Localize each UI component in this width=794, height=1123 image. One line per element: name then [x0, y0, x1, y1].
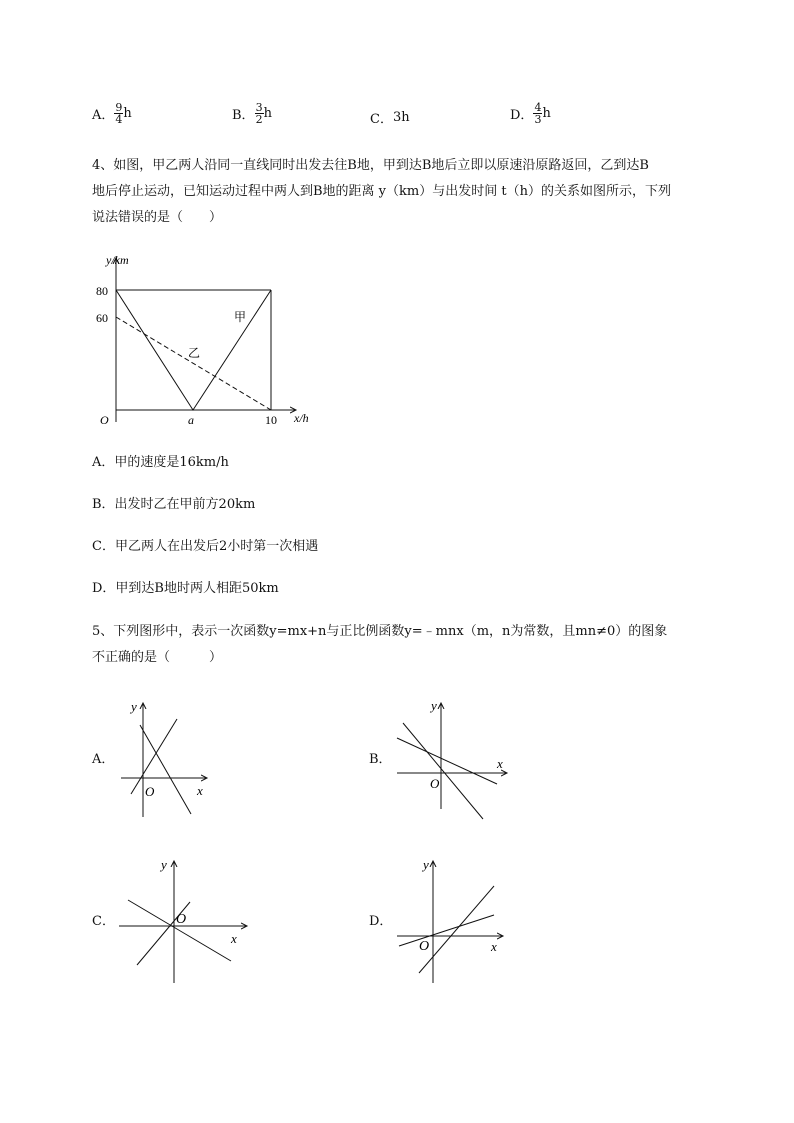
- jia-label: 甲: [234, 310, 247, 324]
- q3-option-b[interactable]: [232, 102, 272, 125]
- q4-distance-time-graph: [90, 250, 330, 435]
- line-1: [128, 900, 231, 961]
- option-text: 3h: [392, 110, 410, 125]
- q5-graph-d: [393, 855, 508, 985]
- option-label: B．: [232, 108, 255, 123]
- x-label: x: [197, 783, 203, 798]
- unit: h: [263, 106, 272, 121]
- q5-graph-c-label[interactable]: C．: [92, 914, 115, 929]
- y-label: y: [423, 857, 429, 872]
- q5-graph-a-label[interactable]: A．: [92, 752, 115, 767]
- y-label: y: [131, 699, 137, 714]
- unit: h: [542, 106, 551, 121]
- x-label: x: [231, 931, 237, 946]
- y-axis-label: y/km: [106, 253, 129, 267]
- line-1: [131, 719, 177, 794]
- q3-option-d[interactable]: [510, 102, 551, 125]
- q4-option-d[interactable]: D．甲到达B地时两人相距50km: [92, 581, 279, 596]
- yi-label: 乙: [188, 346, 201, 360]
- option-label: D．: [510, 108, 534, 123]
- origin-label: O: [100, 413, 109, 427]
- q5-graph-b-label[interactable]: B．: [369, 752, 392, 767]
- q5-graph-b: [393, 697, 523, 822]
- unit: h: [123, 106, 132, 121]
- y-tick-80: 80: [96, 284, 108, 298]
- option-label: C．: [370, 112, 393, 127]
- origin-label: O: [176, 912, 187, 927]
- q5-stem-line2: 不正确的是（ ）: [92, 650, 223, 665]
- x-axis-label: x/h: [294, 411, 309, 425]
- x-tick-a: a: [188, 413, 194, 427]
- yi-line: [116, 317, 271, 410]
- q4-option-b[interactable]: B．出发时乙在甲前方20km: [92, 497, 256, 512]
- fraction: $\frac{3}{2}$: [255, 101, 263, 126]
- fraction: $\frac{9}{4}$: [115, 101, 123, 126]
- y-tick-60: 60: [96, 311, 108, 325]
- q5-graph-c: [115, 855, 250, 985]
- q4-stem-line1: 4、如图，甲乙两人沿同一直线同时出发去往B地，甲到达B地后立即以原速沿原路返回，乙到达B: [92, 158, 649, 173]
- q4-stem-line2: 地后停止运动，已知运动过程中两人到B地的距离 y（km）与出发时间 t（h）的关系如图所示，下列: [92, 184, 671, 199]
- x-tick-10: 10: [265, 413, 277, 427]
- fraction: $\frac{4}{3}$: [534, 101, 542, 126]
- q4-stem-line3: 说法错误的是（ ）: [92, 210, 223, 225]
- origin-label: O: [145, 784, 155, 799]
- q4-option-a[interactable]: A．甲的速度是16km/h: [92, 455, 229, 470]
- q3-option-c[interactable]: [370, 108, 410, 127]
- y-label: y: [161, 857, 167, 872]
- line-1: [397, 738, 497, 784]
- q4-option-c[interactable]: C．甲乙两人在出发后2小时第一次相遇: [92, 539, 319, 554]
- origin-label: O: [430, 776, 440, 791]
- q5-graph-a: [115, 697, 225, 822]
- x-label: x: [497, 756, 503, 771]
- q5-graph-d-label[interactable]: D．: [369, 914, 393, 929]
- q5-stem-line1: 5、下列图形中，表示一次函数y=mx+n与正比例函数y=﹣mnx（m，n为常数，且mn≠0）的图象: [92, 624, 668, 639]
- line-2: [419, 886, 494, 973]
- y-label: y: [431, 698, 437, 713]
- x-label: x: [491, 939, 497, 954]
- line-2: [403, 723, 483, 819]
- q3-option-a[interactable]: [92, 102, 132, 125]
- origin-label: O: [419, 939, 430, 954]
- option-label: A．: [92, 108, 115, 123]
